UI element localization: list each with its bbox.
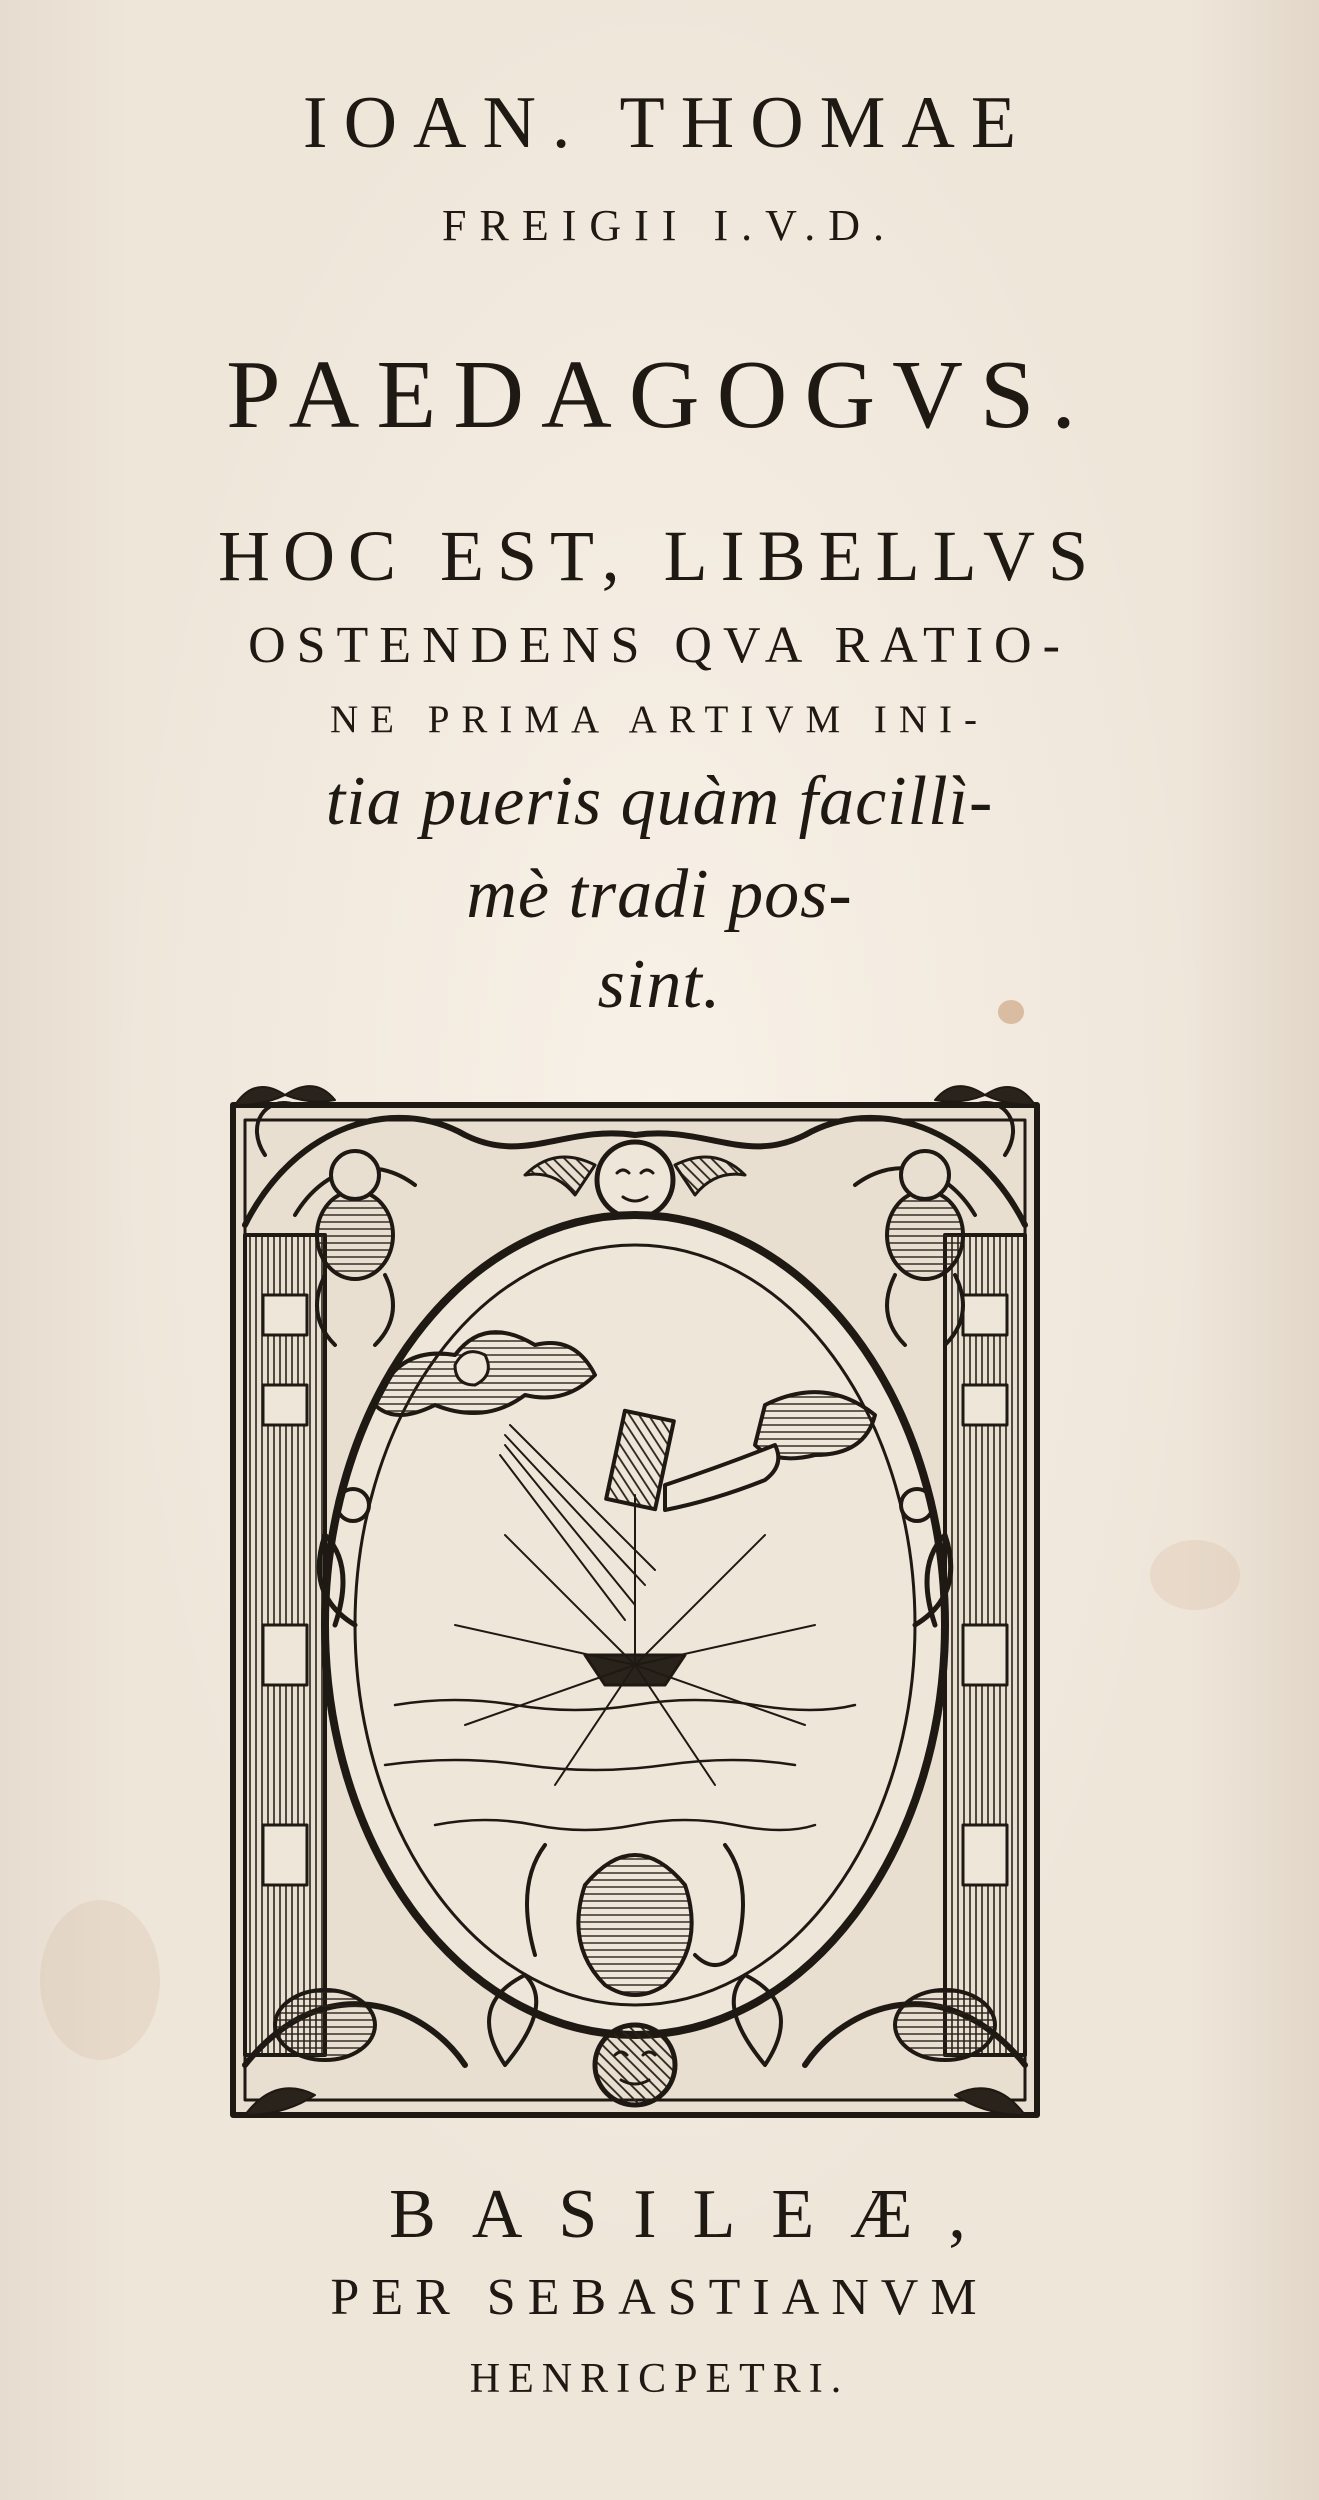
imprint-printer-line: PER SEBASTIANVM [330,2269,989,2326]
author-degree-line: FREIGII I.V.D. [442,201,897,250]
subtitle-line: OSTENDENS QVA RATIO- [248,617,1071,674]
printers-device-woodcut [205,1065,1065,2145]
subtitle-italic-line: mè tradi pos- [466,856,853,933]
book-title: PAEDAGOGVS. [226,341,1093,449]
paper-stain [40,1900,160,2060]
author-name-line: IOAN. THOMAE [302,82,1033,164]
subtitle-line: HOC EST, LIBELLVS [217,516,1102,596]
subtitle-line: NE PRIMA ARTIVM INI- [329,698,990,741]
paper-stain [1150,1540,1240,1610]
subtitle-italic-line: tia pueris quàm facillì- [325,763,994,840]
imprint-printer-line: HENRICPETRI. [469,2356,850,2402]
imprint-place: BASILEÆ, [389,2176,1002,2253]
subtitle-italic-line: sint. [597,946,722,1023]
